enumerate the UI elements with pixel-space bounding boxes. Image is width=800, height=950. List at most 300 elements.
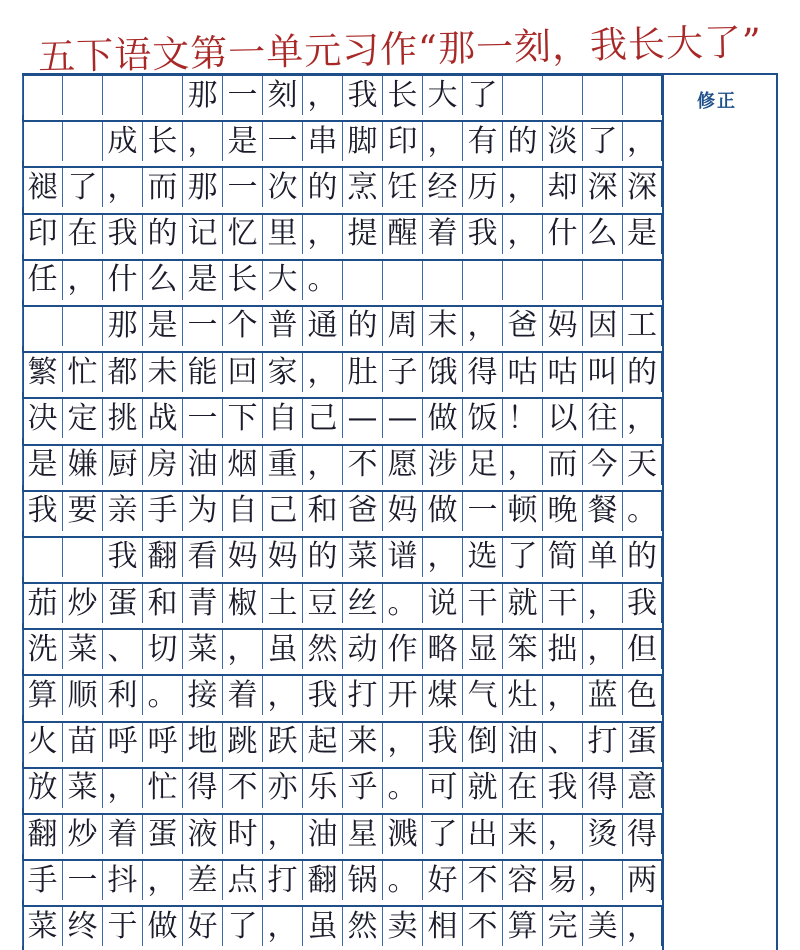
grid-cell: 切 <box>142 630 182 669</box>
grid-cell: 火 <box>22 723 62 762</box>
grid-cell: 妈 <box>542 307 582 346</box>
grid-cell: 淡 <box>542 122 582 161</box>
grid-cell: 愿 <box>382 446 422 485</box>
grid-cell: 油 <box>502 723 542 762</box>
grid-cell: 往 <box>582 399 622 438</box>
grid-cell: 了 <box>462 76 502 115</box>
grid-cell: 的 <box>302 168 342 207</box>
grid-cell: 炒 <box>62 584 102 623</box>
grid-cell: 么 <box>582 215 622 254</box>
grid-cell: 了 <box>582 122 622 161</box>
grid-cell: 提 <box>342 215 382 254</box>
grid-cells <box>22 445 662 485</box>
grid-cell: 倒 <box>462 723 502 762</box>
grid-cell: 得 <box>582 769 622 808</box>
grid-cell: 菜 <box>342 538 382 577</box>
grid-cell: ， <box>262 907 302 946</box>
grid-cell: ， <box>62 261 102 300</box>
grid-cell: 蛋 <box>622 723 662 762</box>
grid-cell: 妈 <box>222 538 262 577</box>
grid-cell: 打 <box>582 723 622 762</box>
grid-cell <box>62 122 102 161</box>
grid-cell: 爸 <box>502 307 542 346</box>
grid-cell: 着 <box>222 676 262 715</box>
grid-cell: 妈 <box>382 492 422 531</box>
grid-cell: 末 <box>422 307 462 346</box>
grid-cell: 好 <box>422 861 462 900</box>
grid-cell: 一 <box>182 399 222 438</box>
grid-cell: 差 <box>182 861 222 900</box>
grid-cell: 足 <box>462 446 502 485</box>
grid-cell: 我 <box>102 215 142 254</box>
grid-cell <box>462 261 502 300</box>
grid-cell: 地 <box>182 723 222 762</box>
grid-cell: 溅 <box>382 815 422 854</box>
grid-cell: 来 <box>342 723 382 762</box>
grid-cell: 有 <box>462 122 502 161</box>
grid-cell: 串 <box>302 122 342 161</box>
grid-cell <box>22 76 62 115</box>
grid-cell <box>382 261 422 300</box>
grid-cell: 顿 <box>502 492 542 531</box>
grid-cell: 天 <box>622 446 662 485</box>
grid-line <box>22 491 662 537</box>
grid-cell: 叫 <box>582 353 622 392</box>
grid-cell: 那 <box>182 168 222 207</box>
grid-cell: ， <box>622 399 662 438</box>
grid-cell: 显 <box>462 630 502 669</box>
grid-cell: 抖 <box>102 861 142 900</box>
grid-cell: 于 <box>102 907 142 946</box>
grid-cell: 家 <box>262 353 302 392</box>
grid-cell: ， <box>382 723 422 762</box>
grid-cell: 气 <box>462 676 502 715</box>
grid-cell: ， <box>622 907 662 946</box>
grid-cell: 自 <box>262 399 302 438</box>
grid-line <box>22 583 662 629</box>
grid-cell: 下 <box>222 399 262 438</box>
grid-cell: 手 <box>22 861 62 900</box>
grid-cell: 的 <box>142 215 182 254</box>
grid-cell: 却 <box>542 168 582 207</box>
grid-cell: 拙 <box>542 630 582 669</box>
grid-cell: ， <box>102 168 142 207</box>
grid-cell: 繁 <box>22 353 62 392</box>
grid-cell: 不 <box>342 446 382 485</box>
grid-cell: 在 <box>502 769 542 808</box>
grid-line <box>22 352 662 398</box>
grid-cell: 自 <box>222 492 262 531</box>
grid-cell: 可 <box>422 769 462 808</box>
grid-cell: 一 <box>222 76 262 115</box>
grid-cell: 接 <box>182 676 222 715</box>
grid-cell: 深 <box>622 168 662 207</box>
grid-cell: ， <box>302 353 342 392</box>
grid-cell: 青 <box>182 584 222 623</box>
grid-cell: 菜 <box>182 630 222 669</box>
grid-cell: 椒 <box>222 584 262 623</box>
grid-cell <box>582 261 622 300</box>
grid-cell: 在 <box>62 215 102 254</box>
grid-cell: 我 <box>102 538 142 577</box>
grid-line <box>22 445 662 491</box>
grid-cell: 饪 <box>382 168 422 207</box>
grid-cell: 因 <box>582 307 622 346</box>
grid-cell: 了 <box>62 168 102 207</box>
grid-cell: 饭 <box>462 399 502 438</box>
grid-cell: ， <box>582 630 622 669</box>
grid-cell: 作 <box>382 630 422 669</box>
grid-cell: 色 <box>622 676 662 715</box>
grid-line <box>22 629 662 675</box>
grid-cell: 卖 <box>382 907 422 946</box>
grid-cell <box>422 261 462 300</box>
grid-cell: 和 <box>142 584 182 623</box>
grid-cell: 烫 <box>582 815 622 854</box>
grid-cell: 时 <box>222 815 262 854</box>
grid-cells <box>22 906 662 946</box>
grid-cell <box>502 261 542 300</box>
grid-cell: 蓝 <box>582 676 622 715</box>
grid-cell: 菜 <box>62 769 102 808</box>
grid-cell: 呼 <box>102 723 142 762</box>
grid-cell: 刻 <box>262 76 302 115</box>
correction-margin <box>662 75 778 950</box>
grid-cell: 看 <box>182 538 222 577</box>
grid-cell: 动 <box>342 630 382 669</box>
grid-cell: 得 <box>462 353 502 392</box>
grid-cell <box>542 261 582 300</box>
grid-cell: 但 <box>622 630 662 669</box>
grid-line <box>22 398 662 444</box>
grid-cell: 得 <box>182 769 222 808</box>
grid-cell: 为 <box>182 492 222 531</box>
grid-cell: 苗 <box>62 723 102 762</box>
grid-cell: 褪 <box>22 168 62 207</box>
grid-cell <box>62 538 102 577</box>
grid-cell: 。 <box>382 584 422 623</box>
grid-cell: 翻 <box>302 861 342 900</box>
grid-cell: 未 <box>142 353 182 392</box>
grid-cell: 利 <box>102 676 142 715</box>
grid-cell: 大 <box>262 261 302 300</box>
grid-cells <box>22 491 662 531</box>
grid-cell: 脚 <box>342 122 382 161</box>
grid-cell: 一 <box>62 861 102 900</box>
grid-cell: 终 <box>62 907 102 946</box>
grid-cell: 晚 <box>542 492 582 531</box>
grid-cell: 顺 <box>62 676 102 715</box>
grid-cell: ， <box>102 769 142 808</box>
grid-cell: 容 <box>502 861 542 900</box>
grid-cell: 打 <box>262 861 302 900</box>
grid-cells <box>22 814 662 854</box>
grid-cell: 我 <box>422 723 462 762</box>
grid-cell: 那 <box>102 307 142 346</box>
grid-cell: 。 <box>142 676 182 715</box>
grid-cell: 打 <box>342 676 382 715</box>
grid-cell: 乎 <box>342 769 382 808</box>
grid-cell: 豆 <box>302 584 342 623</box>
grid-cell: 嫌 <box>62 446 102 485</box>
grid-cell: 忙 <box>142 769 182 808</box>
grid-cell: 印 <box>382 122 422 161</box>
grid-cell: 我 <box>622 584 662 623</box>
grid-cell: 记 <box>182 215 222 254</box>
grid-cell <box>342 261 382 300</box>
grid-cell: 星 <box>342 815 382 854</box>
grid-cell: 不 <box>462 907 502 946</box>
grid-cell: 我 <box>462 215 502 254</box>
grid-cells <box>22 675 662 715</box>
grid-cell: 得 <box>622 815 662 854</box>
grid-cell: 就 <box>502 584 542 623</box>
grid-cell: 成 <box>102 122 142 161</box>
grid-line <box>22 306 662 352</box>
grid-cell: 单 <box>582 538 622 577</box>
grid-cell: 的 <box>302 538 342 577</box>
grid-cell: 己 <box>302 399 342 438</box>
grid-line <box>22 675 662 721</box>
grid-line <box>22 167 662 213</box>
grid-cell: 通 <box>302 307 342 346</box>
grid-cell: 蛋 <box>142 815 182 854</box>
grid-cell: 意 <box>622 769 662 808</box>
grid-cell: 不 <box>222 769 262 808</box>
grid-cell: 印 <box>22 215 62 254</box>
grid-cell: 的 <box>502 122 542 161</box>
grid-cell: 。 <box>382 769 422 808</box>
grid-cell: 开 <box>382 676 422 715</box>
grid-cell: 美 <box>582 907 622 946</box>
grid-cell: 回 <box>222 353 262 392</box>
grid-cell: 、 <box>542 723 582 762</box>
grid-cell: 的 <box>622 538 662 577</box>
grid-cell: ， <box>542 815 582 854</box>
grid-cell: 房 <box>142 446 182 485</box>
grid-cell: ， <box>142 861 182 900</box>
grid-cell: 手 <box>142 492 182 531</box>
grid-cell: 油 <box>182 446 222 485</box>
grid-cell: 然 <box>302 630 342 669</box>
grid-cell: 虽 <box>302 907 342 946</box>
grid-line <box>22 260 662 306</box>
grid-cell: 做 <box>422 399 462 438</box>
grid-cell: 是 <box>182 261 222 300</box>
grid-cell: 相 <box>422 907 462 946</box>
grid-cell: 爸 <box>342 492 382 531</box>
grid-cell: 了 <box>502 538 542 577</box>
grid-cell: 咕 <box>502 353 542 392</box>
writing-grid <box>22 75 662 950</box>
grid-cell: 好 <box>182 907 222 946</box>
grid-cell: 一 <box>222 168 262 207</box>
grid-cell: 简 <box>542 538 582 577</box>
grid-cell: 了 <box>222 907 262 946</box>
grid-cell <box>22 307 62 346</box>
grid-cells <box>22 214 662 254</box>
grid-cell: 经 <box>422 168 462 207</box>
grid-cell <box>22 122 62 161</box>
grid-cell: 次 <box>262 168 302 207</box>
grid-cell: 一 <box>262 122 302 161</box>
grid-cell: ， <box>502 168 542 207</box>
grid-cell: 干 <box>542 584 582 623</box>
grid-cell: ， <box>222 630 262 669</box>
grid-cell: 做 <box>422 492 462 531</box>
grid-cell: 战 <box>142 399 182 438</box>
grid-cell: 己 <box>262 492 302 531</box>
grid-cell: 选 <box>462 538 502 577</box>
grid-cell <box>62 307 102 346</box>
grid-cell: 普 <box>262 307 302 346</box>
grid-cell: ， <box>262 676 302 715</box>
grid-cell: 做 <box>142 907 182 946</box>
grid-cell: ， <box>182 122 222 161</box>
grid-cell: 挑 <box>102 399 142 438</box>
grid-cell: 而 <box>142 168 182 207</box>
grid-cell <box>582 76 622 115</box>
grid-cell: 谱 <box>382 538 422 577</box>
grid-cell: 肚 <box>342 353 382 392</box>
grid-cell: 笨 <box>502 630 542 669</box>
grid-cell: 以 <box>542 399 582 438</box>
grid-cell: — <box>342 399 382 438</box>
grid-cell: 长 <box>222 261 262 300</box>
grid-cell: 灶 <box>502 676 542 715</box>
grid-cell: 周 <box>382 307 422 346</box>
grid-cell: 醒 <box>382 215 422 254</box>
grid-cell: 油 <box>302 815 342 854</box>
grid-cell: 算 <box>22 676 62 715</box>
grid-cells <box>22 537 662 577</box>
grid-cell: 忆 <box>222 215 262 254</box>
grid-cell: ， <box>542 676 582 715</box>
grid-cell: 翻 <box>22 815 62 854</box>
grid-cell: 忙 <box>62 353 102 392</box>
grid-cell: 饿 <box>422 353 462 392</box>
composition-heading: 五下语文第一单元习作“那一刻，我长大了” <box>37 20 763 79</box>
grid-cell <box>22 538 62 577</box>
grid-cell: 茄 <box>22 584 62 623</box>
grid-cell: ， <box>302 76 342 115</box>
grid-cell: 菜 <box>62 630 102 669</box>
grid-cells <box>22 722 662 762</box>
grid-cells <box>22 121 662 161</box>
grid-cell: 放 <box>22 769 62 808</box>
grid-cell: ， <box>422 122 462 161</box>
grid-cell: 咕 <box>542 353 582 392</box>
grid-cell: 大 <box>422 76 462 115</box>
grid-cell: 就 <box>462 769 502 808</box>
grid-cell: 的 <box>342 307 382 346</box>
correction-label: 修正 <box>697 91 737 112</box>
grid-cell: 算 <box>502 907 542 946</box>
grid-cell: 液 <box>182 815 222 854</box>
grid-cell: 菜 <box>22 907 62 946</box>
grid-cell: 什 <box>102 261 142 300</box>
grid-cell: 炒 <box>62 815 102 854</box>
grid-cells <box>22 306 662 346</box>
grid-cell: 洗 <box>22 630 62 669</box>
grid-cells <box>22 398 662 438</box>
grid-cell: 工 <box>622 307 662 346</box>
grid-cell: 点 <box>222 861 262 900</box>
grid-line <box>22 722 662 768</box>
grid-cell: 。 <box>622 492 662 531</box>
grid-cell: 能 <box>182 353 222 392</box>
grid-cell: 不 <box>462 861 502 900</box>
grid-cell: 定 <box>62 399 102 438</box>
grid-cell: 跃 <box>262 723 302 762</box>
grid-cell: 是 <box>22 446 62 485</box>
grid-cell: 个 <box>222 307 262 346</box>
grid-cell: 烟 <box>222 446 262 485</box>
grid-cell: 。 <box>382 861 422 900</box>
grid-cell: 烹 <box>342 168 382 207</box>
grid-cell: 出 <box>462 815 502 854</box>
grid-cell: 长 <box>382 76 422 115</box>
grid-cell: 长 <box>142 122 182 161</box>
grid-line <box>22 906 662 950</box>
grid-cell: 然 <box>342 907 382 946</box>
grid-cell: 。 <box>302 261 342 300</box>
grid-cell: 蛋 <box>102 584 142 623</box>
grid-cell: ， <box>582 584 622 623</box>
grid-cell: 着 <box>102 815 142 854</box>
grid-cell: ， <box>262 815 302 854</box>
grid-cells <box>22 629 662 669</box>
grid-cell: 要 <box>62 492 102 531</box>
grid-cells <box>22 583 662 623</box>
grid-line <box>22 75 662 121</box>
grid-cell: 任 <box>22 261 62 300</box>
grid-cell: 历 <box>462 168 502 207</box>
grid-cell: 煤 <box>422 676 462 715</box>
grid-cell: ， <box>622 122 662 161</box>
grid-cell: 一 <box>462 492 502 531</box>
grid-cell: 里 <box>262 215 302 254</box>
grid-cell: 亲 <box>102 492 142 531</box>
grid-cell: 呼 <box>142 723 182 762</box>
grid-cell: ， <box>582 861 622 900</box>
grid-cell: 亦 <box>262 769 302 808</box>
grid-cell: — <box>382 399 422 438</box>
grid-cells <box>22 260 662 300</box>
grid-cell: 的 <box>622 353 662 392</box>
grid-cell: 干 <box>462 584 502 623</box>
grid-cell: 来 <box>502 815 542 854</box>
grid-line <box>22 814 662 860</box>
grid-cell: 是 <box>622 215 662 254</box>
grid-cell: ， <box>502 446 542 485</box>
grid-cell: 锅 <box>342 861 382 900</box>
grid-cells <box>22 167 662 207</box>
grid-cell <box>622 76 662 115</box>
grid-cells <box>22 75 662 115</box>
grid-cell <box>542 76 582 115</box>
grid-cell: 重 <box>262 446 302 485</box>
grid-cell: ， <box>302 215 342 254</box>
grid-cell: 易 <box>542 861 582 900</box>
grid-cell <box>62 76 102 115</box>
grid-cell: 完 <box>542 907 582 946</box>
grid-cell: 、 <box>102 630 142 669</box>
grid-line <box>22 121 662 167</box>
grid-cell: 我 <box>302 676 342 715</box>
grid-cell: 了 <box>422 815 462 854</box>
grid-cell: 一 <box>182 307 222 346</box>
